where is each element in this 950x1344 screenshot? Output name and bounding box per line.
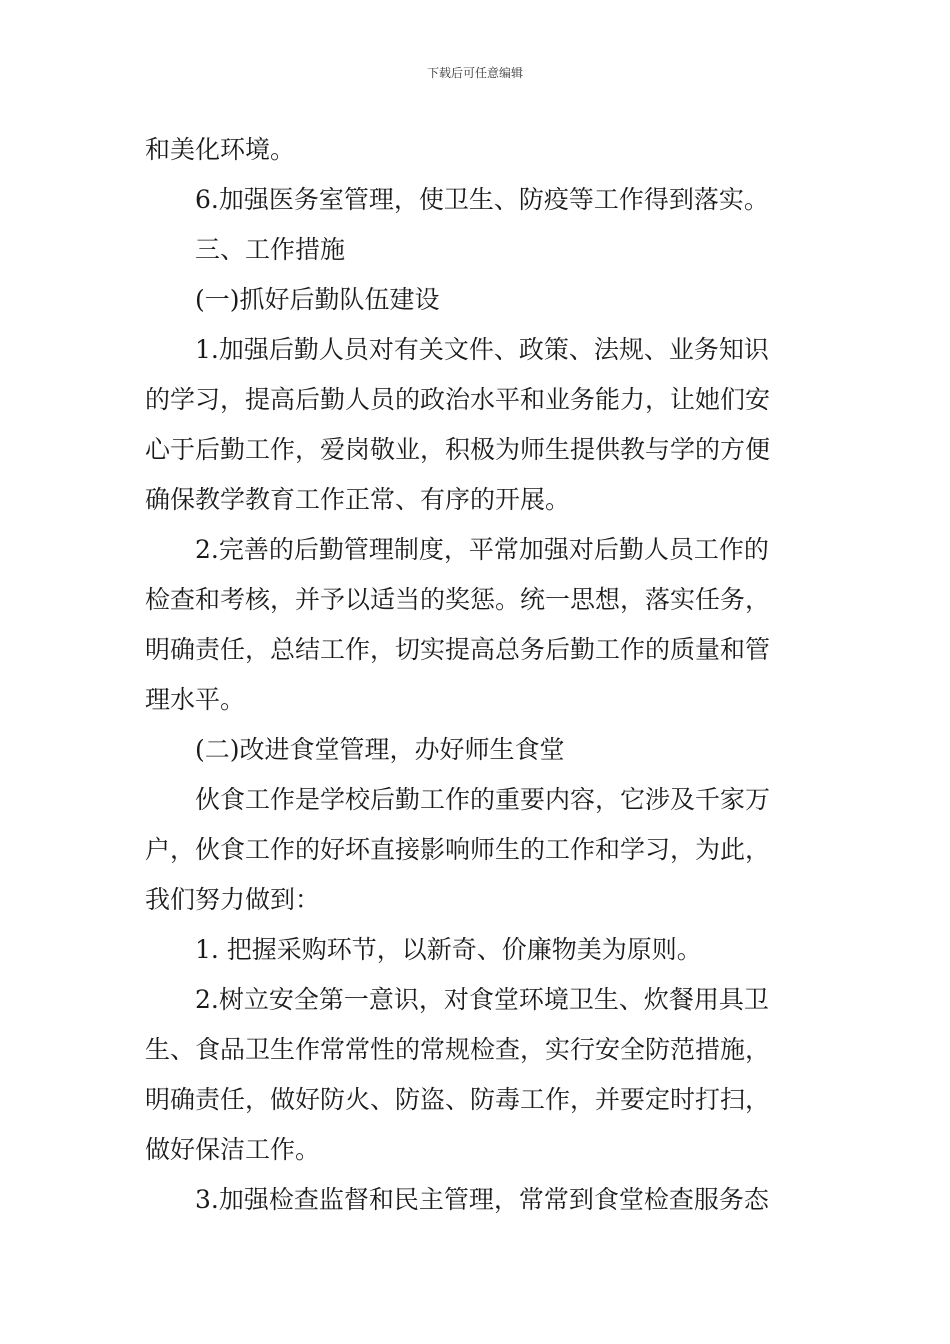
text-line: 的学习，提高后勤人员的政治水平和业务能力，让她们安 bbox=[145, 385, 771, 414]
text-line: 1.加强后勤人员对有关文件、政策、法规、业务知识 bbox=[195, 335, 769, 364]
text-line: 我们努力做到： bbox=[145, 885, 321, 914]
text-line: 检查和考核，并予以适当的奖惩。统一思想，落实任务， bbox=[145, 585, 771, 614]
section-heading: 三、工作措施 bbox=[195, 235, 346, 264]
text-line: 1. 把握采购环节，以新奇、价廉物美为原则。 bbox=[195, 935, 702, 964]
text-line: 做好保洁工作。 bbox=[145, 1135, 321, 1164]
text-line: 确保教学教育工作正常、有序的开展。 bbox=[145, 485, 571, 514]
text-line: 明确责任，总结工作，切实提高总务后勤工作的质量和管 bbox=[145, 635, 771, 664]
text-line: 2.完善的后勤管理制度，平常加强对后勤人员工作的 bbox=[195, 535, 769, 564]
text-line: 6.加强医务室管理，使卫生、防疫等工作得到落实。 bbox=[195, 185, 769, 214]
page-header-note: 下载后可任意编辑 bbox=[426, 66, 523, 80]
text-line: 和美化环境。 bbox=[145, 135, 296, 164]
text-line: 2.树立安全第一意识，对食堂环境卫生、炊餐用具卫 bbox=[195, 985, 769, 1014]
text-line: 户，伙食工作的好坏直接影响师生的工作和学习，为此， bbox=[145, 835, 771, 864]
document-body bbox=[145, 125, 809, 1225]
text-line: 明确责任，做好防火、防盗、防毒工作，并要定时打扫， bbox=[145, 1085, 771, 1114]
text-line: 心于后勤工作，爱岗敬业，积极为师生提供教与学的方便 bbox=[145, 435, 771, 464]
subsection-heading: (二)改进食堂管理，办好师生食堂 bbox=[195, 735, 565, 764]
text-line: 理水平。 bbox=[145, 685, 246, 714]
text-line: 生、食品卫生作常常性的常规检查，实行安全防范措施， bbox=[145, 1035, 771, 1064]
subsection-heading: (一)抓好后勤队伍建设 bbox=[195, 285, 440, 314]
text-line: 3.加强检查监督和民主管理，常常到食堂检查服务态 bbox=[195, 1185, 769, 1214]
text-line: 伙食工作是学校后勤工作的重要内容，它涉及千家万 bbox=[195, 785, 771, 814]
